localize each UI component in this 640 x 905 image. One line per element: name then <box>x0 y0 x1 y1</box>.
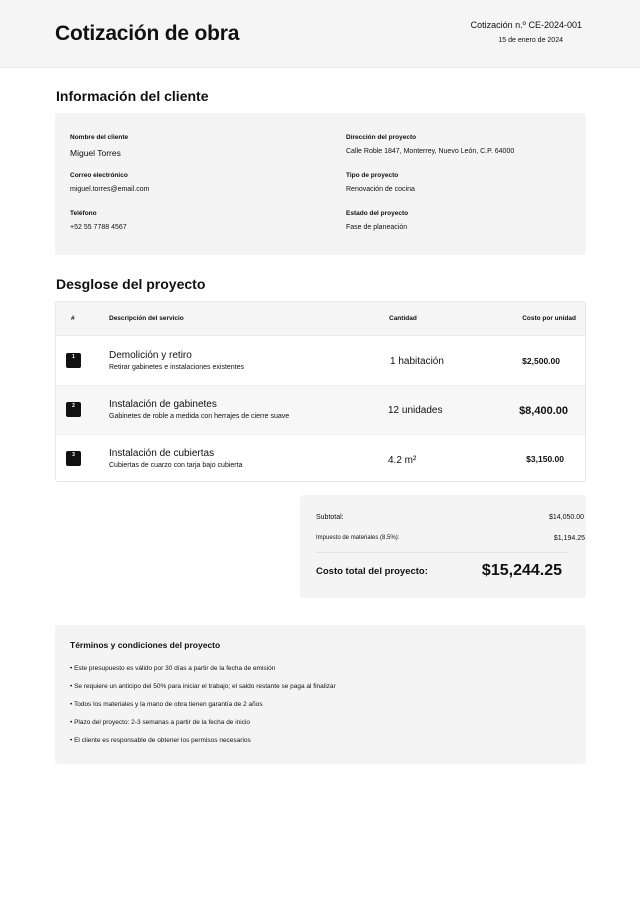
project-type-value: Renovación de cocina <box>346 186 415 193</box>
client-info-panel <box>55 113 586 255</box>
service-quantity: 12 unidades <box>388 405 443 416</box>
service-quantity: 4.2 m² <box>388 455 417 466</box>
document-title: Cotización de obra <box>55 22 240 45</box>
service-name: Instalación de gabinetes <box>109 399 217 410</box>
client-email-label: Correo electrónico <box>70 172 128 179</box>
terms-item: • Este presupuesto es válido por 30 días a partir de la fecha de emisión <box>70 665 276 672</box>
service-description: Retirar gabinetes e instalaciones existentes <box>109 364 245 371</box>
terms-item: • Todos los materiales y la mano de obra tienen garantía de 2 años <box>70 701 263 708</box>
terms-panel <box>55 625 586 764</box>
service-name: Demolición y retiro <box>109 350 192 361</box>
client-email-value: miguel.torres@email.com <box>70 186 150 193</box>
client-section-title: Información del cliente <box>56 88 209 104</box>
service-unit-cost: $2,500.00 <box>522 356 560 366</box>
table-row <box>56 434 586 482</box>
service-unit-cost: $3,150.00 <box>526 454 564 464</box>
column-header-description: Descripción del servicio <box>109 315 184 322</box>
tax-value: $1,194.25 <box>553 535 585 542</box>
quote-date: 15 de enero de 2024 <box>498 37 563 44</box>
row-number-badge: 2 <box>66 402 81 417</box>
page-header <box>0 0 640 68</box>
service-name: Instalación de cubiertas <box>109 448 215 459</box>
client-phone-value: +52 55 7788 4567 <box>70 224 127 231</box>
column-header-quantity: Cantidad <box>389 315 417 322</box>
total-label: Costo total del proyecto: <box>316 566 428 577</box>
client-name-label: Nombre del cliente <box>70 134 129 141</box>
quote-number: Cotización n.º CE-2024-001 <box>470 20 582 30</box>
breakdown-table <box>55 301 586 482</box>
row-number-badge: 1 <box>66 353 81 368</box>
project-status-value: Fase de planeación <box>346 224 408 231</box>
breakdown-section-title: Desglose del proyecto <box>56 276 206 292</box>
terms-item: • Plazo del proyecto: 2-3 semanas a partir de la fecha de inicio <box>70 719 251 726</box>
client-name-value: Miguel Torres <box>70 148 121 158</box>
table-row <box>56 336 586 385</box>
column-header-number: # <box>71 315 75 322</box>
totals-divider <box>316 552 568 553</box>
terms-item: • Se requiere un anticipo del 50% para iniciar el trabajo; el saldo restante se paga al finalizar <box>70 683 336 690</box>
service-description: Cubiertas de cuarzo con tarja bajo cubierta <box>109 462 243 469</box>
client-phone-label: Teléfono <box>70 210 97 217</box>
row-number-badge: 3 <box>66 451 81 466</box>
service-unit-cost: $8,400.00 <box>519 405 568 417</box>
service-quantity: 1 habitación <box>390 356 444 367</box>
column-header-unit-cost: Costo por unidad <box>522 315 576 322</box>
tax-label: Impuesto de materiales (8.5%): <box>316 535 400 541</box>
project-type-label: Tipo de proyecto <box>346 172 399 179</box>
subtotal-label: Subtotal: <box>316 514 344 521</box>
table-header-row <box>56 302 586 336</box>
total-value: $15,244.25 <box>481 562 562 579</box>
totals-panel <box>300 495 586 598</box>
project-address-label: Dirección del proyecto <box>346 134 417 141</box>
terms-item: • El cliente es responsable de obtener los permisos necesarios <box>70 737 251 744</box>
terms-title: Términos y condiciones del proyecto <box>70 640 221 650</box>
table-row <box>56 385 586 434</box>
subtotal-value: $14,050.00 <box>548 514 584 521</box>
project-address-value: Calle Roble 1847, Monterrey, Nuevo León, C.P. 64000 <box>346 148 515 155</box>
service-description: Gabinetes de roble a medida con herrajes de cierre suave <box>109 413 290 420</box>
project-status-label: Estado del proyecto <box>346 210 409 217</box>
